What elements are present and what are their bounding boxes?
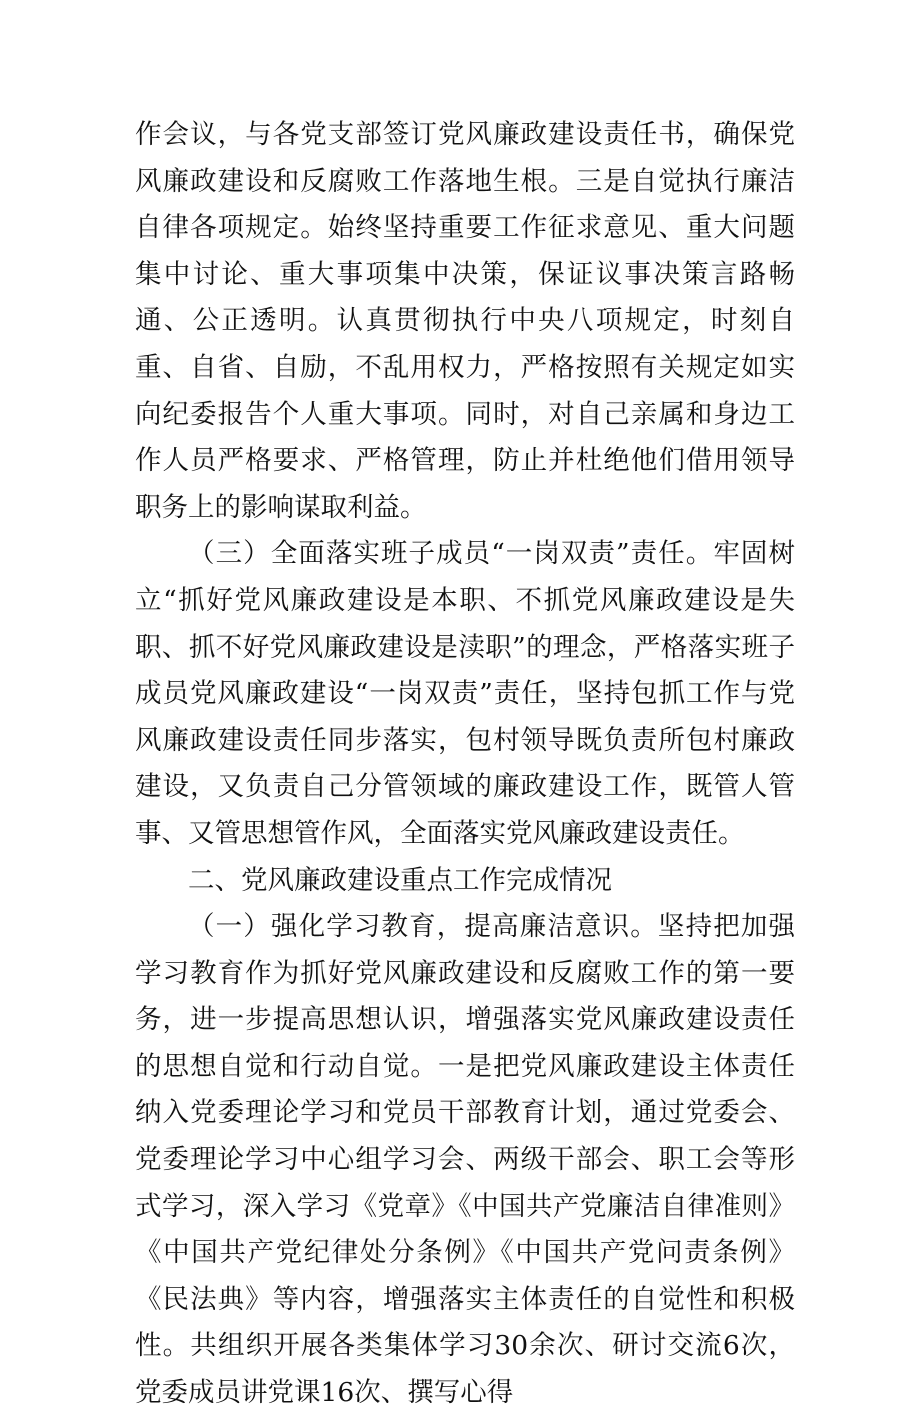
paragraph-subsection-one: （一）强化学习教育，提高廉洁意识。坚持把加强学习教育作为抓好党风廉政建设和反腐败工作的第一要务，进一步提高思想认识，增强落实党风廉政建设责任的思想自觉和行动自觉。一是把党风廉政建设主体责任纳入党委理论学习和党员干部教育计划，通过党委会、党委理论学习中心组学习会、两级干部会、职工会等形式学习，深入学习《党章》《中国共产党廉洁自律准则》《中国共产党纪律处分条例》《中国共产党问责条例》《民法典》等内容，增强落实主体责任的自觉性和积极性。共组织开展各类集体学习30余次、研讨交流6次，党委成员讲党课16次、撰写心得 xyxy=(135,911,795,1409)
paragraph-continuation: 作会议，与各党支部签订党风廉政建设责任书，确保党风廉政建设和反腐败工作落地生根。三是自觉执行廉洁自律各项规定。始终坚持重要工作征求意见、重大问题集中讨论、重大事项集中决策，保证议事决策言路畅通、公正透明。认真贯彻执行中央八项规定，时刻自重、自省、自励，不乱用权力，严格按照有关规定如实向纪委报告个人重大事项。同时，对自己亲属和身边工作人员严格要求、严格管理，防止并杜绝他们借用领导职务上的影响谋取利益。 xyxy=(135,119,795,523)
paragraph-section-three: （三）全面落实班子成员“一岗双责”责任。牢固树立“抓好党风廉政建设是本职、不抓党风廉政建设是失职、抓不好党风廉政建设是渎职”的理念，严格落实班子成员党风廉政建设“一岗双责”责任，坚持包抓工作与党风廉政建设责任同步落实，包村领导既负责所包村廉政建设，又负责自己分管领域的廉政建设工作，既管人管事、又管思想管作风，全面落实党风廉政建设责任。 xyxy=(135,538,795,849)
section-heading-two: 二、党风廉政建设重点工作完成情况 xyxy=(188,864,612,896)
document-body xyxy=(135,112,795,1417)
